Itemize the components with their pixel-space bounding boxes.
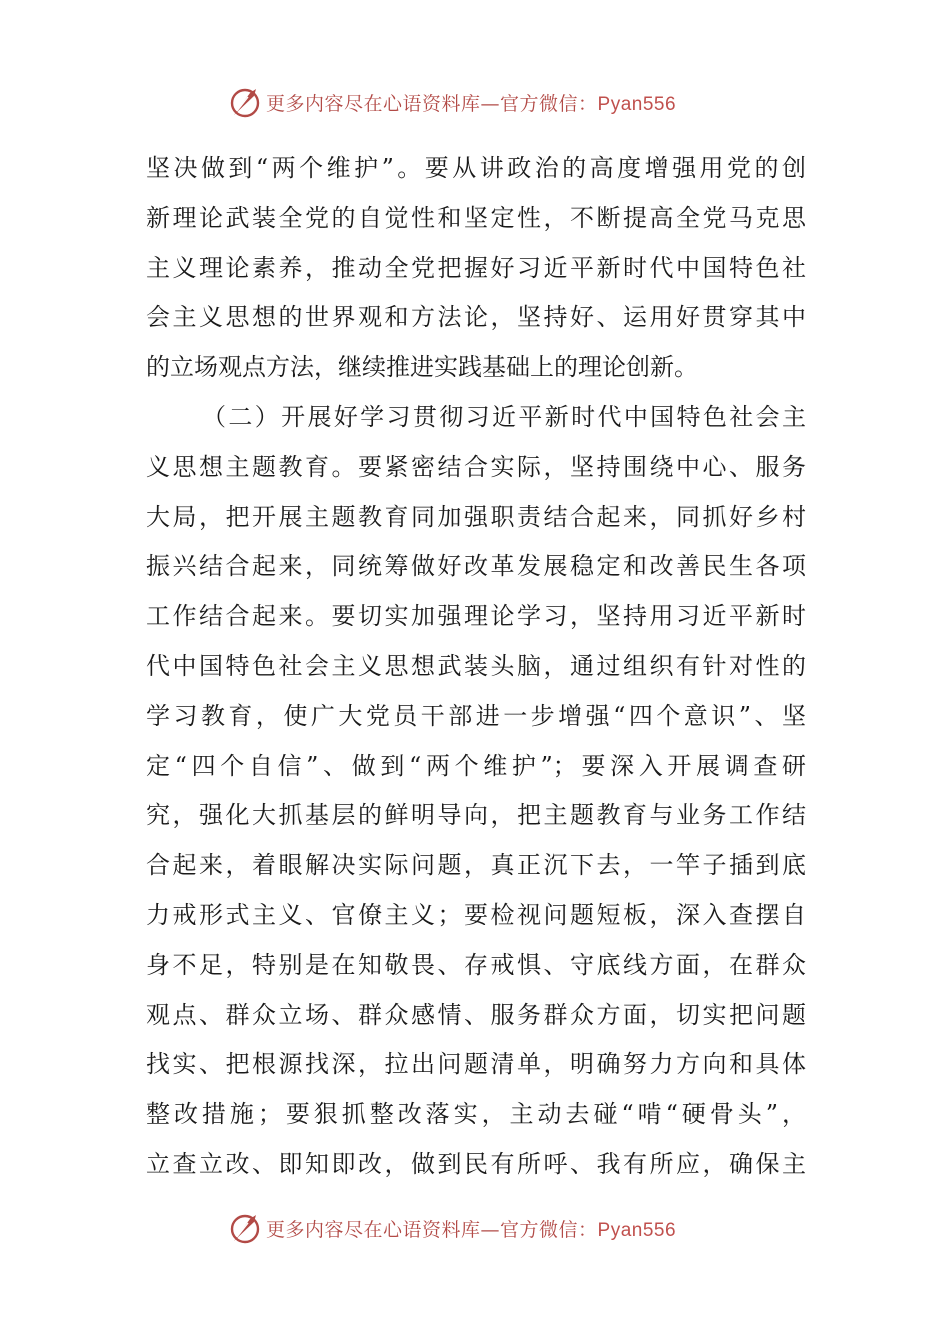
- text-line: 找实、把根源找深，拉出问题清单，明确努力方向和具体: [146, 1050, 806, 1079]
- banner-separator: —: [480, 1218, 501, 1241]
- text-line: 主义理论素养，推动全党把握好习近平新时代中国特色社: [146, 253, 806, 282]
- text-line: 会主义思想的世界观和方法论，坚持好、运用好贯穿其中: [146, 303, 806, 332]
- text-line: 新理论武装全党的自觉性和坚定性，不断提高全党马克思: [146, 203, 806, 232]
- text-line: 工作结合起来。要切实加强理论学习，坚持用习近平新时: [146, 602, 806, 631]
- text-line: 学习教育，使广大党员干部进一步增强“四个意识”、坚: [146, 701, 806, 730]
- banner-label: 官方微信：: [500, 1218, 598, 1241]
- document-body: [146, 144, 806, 1190]
- banner-caption: [266, 89, 676, 116]
- text-line: 合起来，着眼解决实际问题，真正沉下去，一竿子插到底: [146, 851, 806, 880]
- text-line: 代中国特色社会主义思想武装头脑，通过组织有针对性的: [146, 651, 806, 680]
- quill-logo-icon: [228, 85, 262, 119]
- banner-caption: [266, 1215, 676, 1242]
- text-line: 义思想主题教育。要紧密结合实际，坚持围绕中心、服务: [146, 452, 806, 481]
- text-line: 整改措施；要狠抓整改落实，主动去碰“啃“硬骨头”，: [146, 1100, 806, 1129]
- banner-site-text: 更多内容尽在心语资料库: [266, 1218, 481, 1241]
- text-line: 定“四个自信”、做到“两个维护”；要深入开展调查研: [146, 751, 806, 780]
- text-line: 究，强化大抓基层的鲜明导向，把主题教育与业务工作结: [146, 801, 806, 830]
- banner-separator: —: [480, 92, 501, 115]
- footer-banner: [228, 1208, 748, 1248]
- text-line: 的立场观点方法，继续推进实践基础上的理论创新。: [146, 353, 698, 382]
- banner-label: 官方微信：: [500, 92, 598, 115]
- banner-handle: Pyan556: [597, 1219, 677, 1241]
- text-line: 力戒形式主义、官僚主义；要检视问题短板，深入查摆自: [146, 900, 806, 929]
- banner-handle: Pyan556: [597, 93, 677, 115]
- text-line: （二）开展好学习贯彻习近平新时代中国特色社会主: [202, 402, 806, 431]
- text-line: 身不足，特别是在知敬畏、存戒惧、守底线方面，在群众: [146, 950, 806, 979]
- text-line: 振兴结合起来，同统筹做好改革发展稳定和改善民生各项: [146, 552, 806, 581]
- header-banner: [228, 82, 748, 122]
- text-line: 立查立改、即知即改，做到民有所呼、我有所应，确保主: [146, 1149, 806, 1178]
- banner-site-text: 更多内容尽在心语资料库: [266, 92, 481, 115]
- quill-logo-icon: [228, 1211, 262, 1245]
- text-line: 坚决做到“两个维护”。要从讲政治的高度增强用党的创: [146, 154, 806, 182]
- text-line: 大局，把开展主题教育同加强职责结合起来，同抓好乡村: [146, 502, 806, 531]
- text-line: 观点、群众立场、群众感情、服务群众方面，切实把问题: [146, 1000, 806, 1029]
